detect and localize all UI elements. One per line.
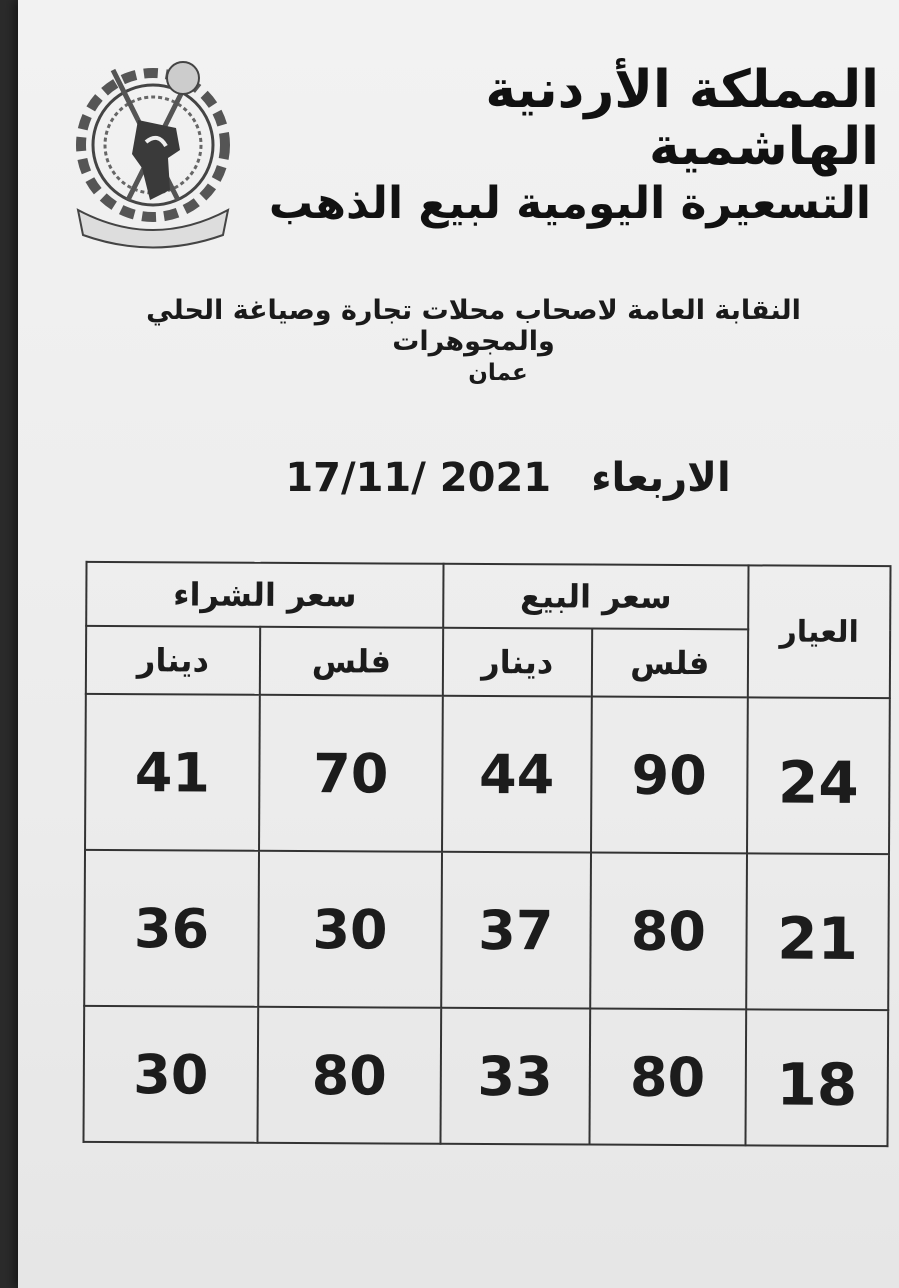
city-name: عمان [468, 360, 528, 386]
buy-dinar-cell: 41 [85, 694, 260, 851]
table-row [84, 850, 889, 1010]
buy-dinar-header: دينار [86, 626, 260, 695]
karat-cell: 24 [747, 697, 890, 854]
buy-fils-cell: 70 [259, 695, 443, 852]
date-value: 17/11/ 2021 [285, 455, 552, 501]
sell-price-header: سعر البيع [443, 564, 748, 630]
sell-dinar-cell: 44 [442, 696, 591, 853]
karat-cell: 18 [745, 1009, 888, 1146]
sell-fils-cell: 80 [590, 853, 747, 1010]
table-row [85, 694, 890, 854]
buy-dinar-cell: 36 [84, 850, 259, 1007]
sell-dinar-cell: 33 [440, 1008, 589, 1145]
buy-dinar-cell: 30 [83, 1006, 258, 1143]
daily-pricing-title: التسعيرة اليومية لبيع الذهب [268, 178, 871, 229]
document-page [18, 0, 899, 1288]
karat-header: العيار [748, 565, 891, 698]
sell-fils-header: فلس [591, 629, 748, 698]
buy-price-header: سعر الشراء [86, 562, 443, 628]
sell-fils-cell: 80 [589, 1009, 746, 1146]
table-row [83, 1006, 888, 1146]
buy-fils-cell: 80 [257, 1007, 441, 1144]
buy-fils-header: فلس [260, 627, 443, 696]
kingdom-title: المملكة الأردنية الهاشمية [485, 60, 879, 178]
sell-dinar-cell: 37 [441, 852, 590, 1009]
karat-cell: 21 [746, 853, 889, 1010]
union-name: النقابة العامة لاصحاب محلات تجارة وصياغة الحلي والمجوهرات [146, 295, 801, 357]
sell-fils-cell: 90 [591, 697, 748, 854]
date-line [268, 455, 748, 501]
weekday: الاربعاء [591, 455, 731, 501]
sell-dinar-header: دينار [443, 628, 592, 697]
union-emblem-icon [58, 50, 248, 250]
buy-fils-cell: 30 [258, 851, 442, 1008]
gold-price-table [82, 561, 891, 1147]
